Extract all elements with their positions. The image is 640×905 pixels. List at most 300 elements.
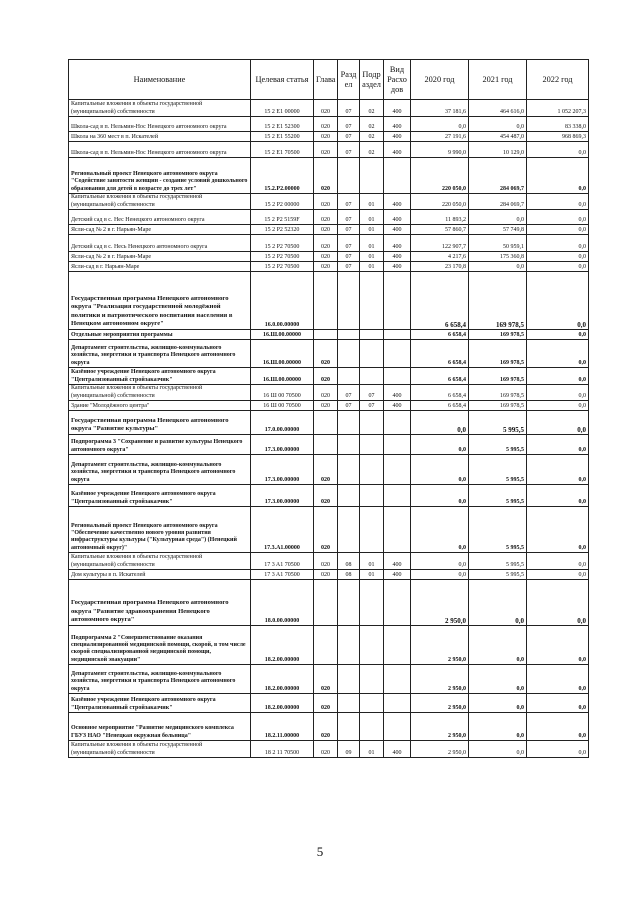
cell-value-2022: 0,0 [527,368,589,385]
cell-value-2020: 2 950,0 [411,665,469,694]
cell-name: Региональный проект Ненецкого автономного округа "Обеспечение качественно нового уровня развития инфраструктуры культуры ("Культурная среда") (Ненецкий автономный округ)" [69,507,251,553]
table-row [69,272,589,330]
cell-expense-type: 400 [384,225,411,235]
budget-table [68,59,589,758]
cell-expense-type [384,626,411,665]
cell-chief: 020 [314,385,338,401]
cell-subsection [360,694,384,713]
cell-subsection: 02 [360,117,384,132]
cell-code: 15 2 E1 70500 [251,142,314,158]
cell-chief: 020 [314,665,338,694]
cell-code: 16.Ш.00.00000 [251,368,314,385]
cell-code: 17.0.00.00000 [251,411,314,435]
cell-expense-type: 400 [384,100,411,117]
cell-code: 18.2.00.00000 [251,626,314,665]
cell-value-2022: 0,0 [527,694,589,713]
cell-name: Отдельные мероприятия программы [69,330,251,340]
cell-chief [314,626,338,665]
cell-expense-type [384,455,411,485]
table-row [69,455,589,485]
header-year-2022: 2022 год [527,60,589,100]
cell-chief: 020 [314,117,338,132]
cell-value-2022: 0,0 [527,626,589,665]
cell-name: Подпрограмма 2 "Совершенствование оказания специализированной медицинской помощи, скорой, в том числе скорой специализированной медицинской помощи, медицинской эвакуации" [69,626,251,665]
cell-chief: 020 [314,100,338,117]
cell-subsection: 07 [360,385,384,401]
table-row [69,262,589,272]
cell-value-2022: 0,0 [527,455,589,485]
cell-chief [314,272,338,330]
cell-subsection [360,368,384,385]
cell-code: 18.2.00.00000 [251,665,314,694]
cell-value-2020: 4 217,6 [411,252,469,262]
cell-value-2021: 5 995,5 [469,570,527,580]
table-body [69,100,589,758]
cell-name: Капитальные вложения в объекты государственной (муниципальной) собственности [69,194,251,210]
table-row [69,117,589,132]
cell-section [338,330,360,340]
cell-chief [314,330,338,340]
cell-value-2020: 0,0 [411,570,469,580]
header-section: Разд ел [338,60,360,100]
table-row [69,330,589,340]
cell-section: 07 [338,401,360,411]
cell-value-2020: 9 990,0 [411,142,469,158]
cell-section [338,411,360,435]
cell-chief: 020 [314,741,338,758]
cell-value-2020: 0,0 [411,117,469,132]
cell-value-2021: 169 978,5 [469,401,527,411]
cell-value-2022: 0,0 [527,262,589,272]
cell-chief: 020 [314,225,338,235]
cell-value-2022: 1 052 207,3 [527,100,589,117]
table-row [69,385,589,401]
cell-subsection: 01 [360,262,384,272]
cell-code: 15 2 P2 70500 [251,262,314,272]
cell-section: 07 [338,235,360,252]
cell-code: 15 2 P2 5159F [251,210,314,225]
cell-subsection [360,580,384,626]
cell-value-2021: 169 978,5 [469,330,527,340]
cell-value-2022: 0,0 [527,194,589,210]
cell-name: Казённое учреждение Ненецкого автономного округа "Централизованный стройзаказчик" [69,368,251,385]
cell-value-2022: 0,0 [527,713,589,741]
cell-value-2020: 57 860,7 [411,225,469,235]
cell-chief: 020 [314,368,338,385]
cell-section [338,455,360,485]
cell-value-2020: 2 950,0 [411,580,469,626]
cell-name: Государственная программа Ненецкого автономного округа "Развитие здравоохранения Ненецкого автономного округа" [69,580,251,626]
cell-name: Капитальные вложения в объекты государственной (муниципальной) собственности [69,741,251,758]
cell-value-2021: 169 978,5 [469,272,527,330]
cell-section: 07 [338,194,360,210]
cell-chief: 020 [314,132,338,142]
cell-code: 16 Ш 00 70500 [251,401,314,411]
cell-section [338,272,360,330]
cell-section [338,340,360,368]
cell-value-2020: 220 050,0 [411,194,469,210]
cell-value-2021: 0,0 [469,210,527,225]
cell-name: Основное мероприятие "Развитие медицинского комплекса ГБУЗ НАО "Ненецкая окружная больница" [69,713,251,741]
cell-section: 07 [338,225,360,235]
cell-chief: 020 [314,194,338,210]
cell-code: 15 2 P2 00000 [251,194,314,210]
cell-expense-type: 400 [384,385,411,401]
table-row [69,225,589,235]
cell-value-2022: 0,0 [527,252,589,262]
cell-subsection [360,340,384,368]
cell-value-2021: 0,0 [469,262,527,272]
table-row [69,142,589,158]
cell-value-2021: 284 069,7 [469,158,527,194]
cell-chief: 020 [314,507,338,553]
cell-code: 17.3.A1.00000 [251,507,314,553]
cell-code: 16.Ш.00.00000 [251,330,314,340]
table-row [69,210,589,225]
cell-name: Школа на 360 мест в п. Искателей [69,132,251,142]
cell-code: 16 Ш 00 70500 [251,385,314,401]
cell-name: Региональный проект Ненецкого автономного округа "Содействие занятости женщин - создание условий дошкольного образования для детей в возрасте до трех лет" [69,158,251,194]
cell-value-2020: 6 658,4 [411,368,469,385]
cell-code: 18.2.00.00000 [251,694,314,713]
cell-expense-type: 400 [384,142,411,158]
table-row [69,485,589,507]
cell-value-2021: 5 995,5 [469,553,527,570]
cell-value-2020: 122 907,7 [411,235,469,252]
cell-name: Здание "Молодёжного центра" [69,401,251,411]
table-row [69,570,589,580]
cell-value-2020: 37 181,6 [411,100,469,117]
table-row [69,100,589,117]
cell-expense-type [384,485,411,507]
cell-value-2020: 6 658,4 [411,272,469,330]
cell-value-2022: 0,0 [527,210,589,225]
cell-section [338,507,360,553]
cell-section [338,580,360,626]
cell-name: Государственная программа Ненецкого автономного округа "Реализация государственной молодёжной политики и патриотического воспитания населения в Ненецком автономном округе" [69,272,251,330]
cell-subsection [360,626,384,665]
cell-section: 07 [338,385,360,401]
cell-value-2021: 10 129,0 [469,142,527,158]
cell-value-2022: 0,0 [527,411,589,435]
cell-subsection: 02 [360,142,384,158]
cell-code: 16.0.00.00000 [251,272,314,330]
cell-subsection [360,435,384,455]
cell-section: 07 [338,132,360,142]
cell-subsection: 02 [360,100,384,117]
cell-code: 15 2 P2 70500 [251,252,314,262]
cell-subsection [360,272,384,330]
table-row [69,252,589,262]
cell-chief: 020 [314,713,338,741]
cell-subsection: 01 [360,235,384,252]
cell-code: 15 2 E1 55200 [251,132,314,142]
cell-value-2021: 0,0 [469,665,527,694]
cell-value-2020: 0,0 [411,411,469,435]
cell-subsection [360,158,384,194]
cell-value-2021: 57 749,8 [469,225,527,235]
cell-section [338,435,360,455]
header-chief: Глава [314,60,338,100]
cell-value-2021: 284 069,7 [469,194,527,210]
cell-value-2022: 0,0 [527,435,589,455]
cell-value-2020: 2 950,0 [411,713,469,741]
cell-chief [314,580,338,626]
cell-value-2022: 0,0 [527,741,589,758]
table-row [69,411,589,435]
cell-subsection: 01 [360,252,384,262]
cell-value-2021: 169 978,5 [469,368,527,385]
cell-value-2022: 83 338,0 [527,117,589,132]
cell-value-2022: 0,0 [527,385,589,401]
cell-expense-type [384,411,411,435]
cell-value-2022: 0,0 [527,142,589,158]
cell-code: 15 2 P2 70500 [251,235,314,252]
cell-code: 15 2 P2 52320 [251,225,314,235]
cell-expense-type: 400 [384,553,411,570]
table-row [69,340,589,368]
cell-subsection [360,411,384,435]
cell-value-2021: 5 995,5 [469,455,527,485]
cell-value-2022: 0,0 [527,272,589,330]
cell-expense-type: 400 [384,210,411,225]
cell-name: Школа-сад в п. Нельмин-Нос Ненецкого автономного округа [69,117,251,132]
cell-expense-type: 400 [384,401,411,411]
cell-subsection [360,713,384,741]
cell-name: Капитальные вложения в объекты государственной (муниципальной) собственности [69,385,251,401]
cell-expense-type: 400 [384,252,411,262]
cell-value-2020: 0,0 [411,553,469,570]
page-number: 5 [316,844,324,859]
table-row [69,713,589,741]
cell-name: Департамент строительства, жилищно-коммунального хозяйства, энергетики и транспорта Ненецкого автономного округа [69,665,251,694]
cell-code: 15 2 E1 00000 [251,100,314,117]
cell-code: 18.2.11.00000 [251,713,314,741]
cell-subsection: 01 [360,570,384,580]
cell-expense-type: 400 [384,235,411,252]
cell-value-2020: 220 050,0 [411,158,469,194]
cell-name: Ясли-сад в г. Нарьян-Маре [69,262,251,272]
table-row [69,553,589,570]
cell-code: 18 2 11 70500 [251,741,314,758]
cell-chief: 020 [314,570,338,580]
cell-value-2021: 50 959,1 [469,235,527,252]
cell-value-2020: 6 658,4 [411,340,469,368]
cell-code: 17.3.00.00000 [251,485,314,507]
cell-expense-type: 400 [384,570,411,580]
cell-expense-type [384,158,411,194]
table-row [69,368,589,385]
cell-chief: 020 [314,158,338,194]
cell-expense-type [384,713,411,741]
cell-subsection [360,330,384,340]
cell-code: 18.0.00.00000 [251,580,314,626]
cell-code: 17 3 A1 70500 [251,570,314,580]
cell-subsection: 02 [360,132,384,142]
cell-section: 07 [338,142,360,158]
cell-expense-type: 400 [384,262,411,272]
cell-value-2022: 0,0 [527,330,589,340]
cell-value-2022: 0,0 [527,225,589,235]
cell-value-2020: 2 950,0 [411,626,469,665]
cell-expense-type [384,340,411,368]
cell-subsection [360,665,384,694]
cell-expense-type [384,665,411,694]
cell-value-2020: 27 191,6 [411,132,469,142]
cell-name: Департамент строительства, жилищно-коммунального хозяйства, энергетики и транспорта Ненецкого автономного округа [69,340,251,368]
cell-name: Дом культуры в п. Искателей [69,570,251,580]
cell-section: 07 [338,252,360,262]
cell-chief: 020 [314,455,338,485]
cell-value-2022: 0,0 [527,665,589,694]
cell-value-2021: 0,0 [469,694,527,713]
cell-chief: 020 [314,694,338,713]
cell-code: 15.2.P2.00000 [251,158,314,194]
cell-value-2020: 0,0 [411,435,469,455]
cell-value-2022: 0,0 [527,485,589,507]
cell-name: Ясли-сад № 2 в г. Нарьян-Маре [69,225,251,235]
cell-expense-type [384,694,411,713]
table-row [69,235,589,252]
cell-name: Подпрограмма 3 "Сохранение и развитие культуры Ненецкого автономного округа" [69,435,251,455]
cell-value-2020: 2 950,0 [411,694,469,713]
cell-chief: 020 [314,401,338,411]
cell-code: 17 3 A1 70500 [251,553,314,570]
cell-code: 17.3.00.00000 [251,435,314,455]
cell-value-2022: 0,0 [527,340,589,368]
cell-chief: 020 [314,340,338,368]
header-year-2021: 2021 год [469,60,527,100]
cell-subsection [360,485,384,507]
cell-value-2021: 0,0 [469,580,527,626]
cell-name: Департамент строительства, жилищно-коммунального хозяйства, энергетики и транспорта Ненецкого автономного округа [69,455,251,485]
cell-section: 08 [338,553,360,570]
cell-value-2021: 169 978,5 [469,385,527,401]
cell-expense-type: 400 [384,117,411,132]
cell-chief [314,411,338,435]
cell-value-2021: 0,0 [469,741,527,758]
table-header-row [69,60,589,100]
cell-expense-type: 400 [384,132,411,142]
cell-value-2022: 968 869,3 [527,132,589,142]
cell-name: Детский сад в с. Несь Ненецкого автономного округа [69,235,251,252]
header-expense-type: Вид Расхо дов [384,60,411,100]
cell-chief: 020 [314,252,338,262]
cell-name: Капитальные вложения в объекты государственной (муниципальной) собственности [69,553,251,570]
cell-code: 16.Ш.00.00000 [251,340,314,368]
table-row [69,158,589,194]
cell-subsection: 07 [360,401,384,411]
table-row [69,741,589,758]
cell-expense-type: 400 [384,741,411,758]
cell-section [338,694,360,713]
cell-value-2021: 169 978,5 [469,340,527,368]
cell-subsection [360,507,384,553]
cell-value-2022: 0,0 [527,507,589,553]
cell-name: Казённое учреждение Ненецкого автономного округа "Централизованный стройзаказчик" [69,694,251,713]
cell-value-2020: 2 950,0 [411,741,469,758]
cell-value-2022: 0,0 [527,401,589,411]
table-row [69,507,589,553]
cell-value-2022: 0,0 [527,158,589,194]
cell-value-2020: 0,0 [411,485,469,507]
cell-value-2021: 0,0 [469,117,527,132]
cell-chief: 020 [314,142,338,158]
cell-section: 07 [338,117,360,132]
header-subsection: Подр аздел [360,60,384,100]
cell-subsection: 01 [360,741,384,758]
table-row [69,694,589,713]
cell-value-2021: 464 616,0 [469,100,527,117]
cell-value-2022: 0,0 [527,235,589,252]
cell-name: Школа-сад в п. Нельмин-Нос Ненецкого автономного округа [69,142,251,158]
cell-code: 17.3.00.00000 [251,455,314,485]
cell-value-2021: 0,0 [469,626,527,665]
cell-name: Детский сад в с. Нес Ненецкого автономного округа [69,210,251,225]
budget-page [68,59,588,758]
table-row [69,580,589,626]
cell-section: 07 [338,210,360,225]
cell-chief [314,435,338,455]
cell-section [338,665,360,694]
cell-subsection: 01 [360,194,384,210]
cell-value-2021: 454 487,0 [469,132,527,142]
cell-subsection: 01 [360,553,384,570]
cell-expense-type: 400 [384,194,411,210]
cell-subsection: 01 [360,210,384,225]
header-target-article: Целевая статья [251,60,314,100]
cell-section [338,368,360,385]
cell-expense-type [384,507,411,553]
table-row [69,626,589,665]
cell-value-2021: 5 995,5 [469,435,527,455]
cell-section [338,626,360,665]
table-row [69,132,589,142]
cell-subsection: 01 [360,225,384,235]
cell-expense-type [384,435,411,455]
cell-value-2021: 0,0 [469,713,527,741]
cell-value-2020: 6 658,4 [411,330,469,340]
cell-chief: 020 [314,262,338,272]
table-row [69,194,589,210]
cell-expense-type [384,330,411,340]
cell-expense-type [384,368,411,385]
header-year-2020: 2020 год [411,60,469,100]
cell-chief: 020 [314,210,338,225]
cell-value-2022: 0,0 [527,570,589,580]
cell-name: Ясли-сад № 2 в г. Нарьян-Маре [69,252,251,262]
cell-section: 07 [338,100,360,117]
cell-value-2020: 11 893,2 [411,210,469,225]
cell-value-2020: 6 658,4 [411,401,469,411]
cell-value-2022: 0,0 [527,580,589,626]
cell-subsection [360,455,384,485]
cell-name: Казённое учреждение Ненецкого автономного округа "Централизованный стройзаказчик" [69,485,251,507]
cell-chief: 020 [314,553,338,570]
cell-code: 15 2 E1 52300 [251,117,314,132]
cell-value-2020: 0,0 [411,507,469,553]
table-row [69,665,589,694]
cell-value-2021: 5 995,5 [469,507,527,553]
cell-section [338,485,360,507]
cell-value-2020: 23 170,8 [411,262,469,272]
cell-expense-type [384,580,411,626]
cell-value-2020: 0,0 [411,455,469,485]
cell-chief: 020 [314,235,338,252]
cell-section [338,713,360,741]
cell-section: 09 [338,741,360,758]
cell-name: Государственная программа Ненецкого автономного округа "Развитие культуры" [69,411,251,435]
